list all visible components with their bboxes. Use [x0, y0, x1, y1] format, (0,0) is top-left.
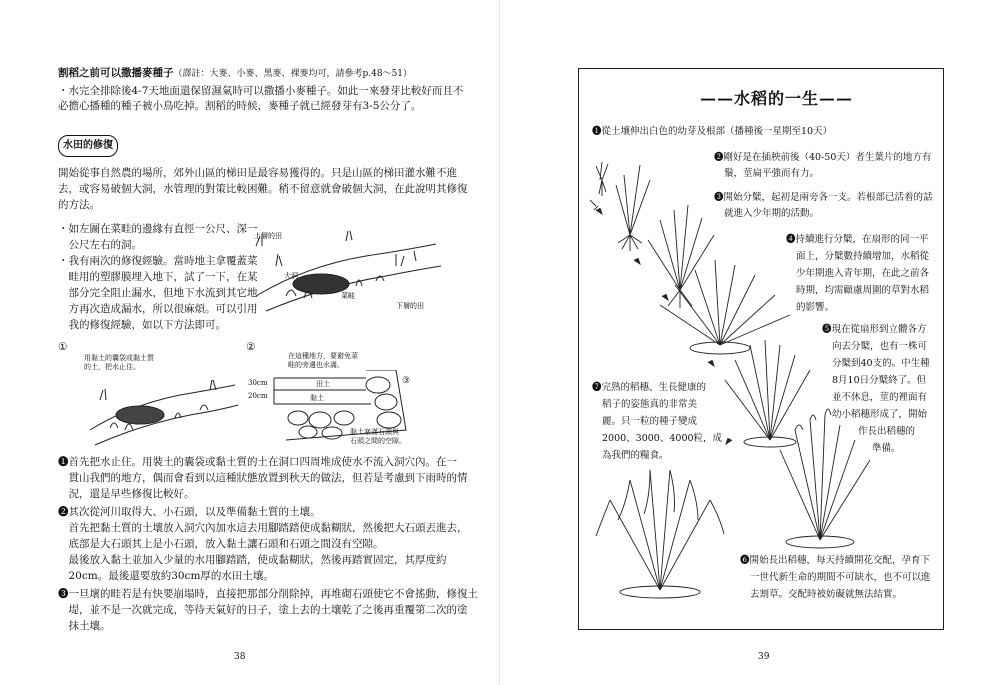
fig-label-hole: 大洞 — [284, 272, 298, 280]
left-heading: 割稻之前可以撒播麥種子 — [58, 67, 174, 79]
stage-6-text: ❻開始長出稻穗，每天持續開花交配，孕育下 — [740, 555, 931, 566]
heading-plant-drawing — [780, 409, 870, 548]
stage-5-text: 向去分櫱，也有一株可 — [832, 341, 928, 352]
section-label: 水田的修復 — [58, 135, 118, 157]
fig-label-ridge: 菜畦 — [341, 292, 355, 300]
step-line: 最後放入黏土並加入少量的水用腳踏踏，使成黏糊狀，然後再踏實固定，其厚度約 — [58, 554, 447, 566]
step-line: 抹土壤。 — [58, 620, 111, 632]
page-number-right: 39 — [758, 652, 770, 662]
stage-7-text: ❼完熟的稻穗、生長健康的 — [592, 382, 707, 393]
ripe-plant-drawing — [596, 470, 724, 598]
stage-7-text: 為我們的糧食。 — [602, 450, 669, 461]
stage-5-text: 作長出稻穗的 — [858, 426, 916, 437]
stage-3-text: ❸開始分櫱，起初是兩旁各一支。若根部已活着的話 — [714, 192, 933, 203]
step-line: 首先把黏土質的土壤放入洞穴內加水這去用腳踏踏使成黏糊狀，然後把大石頭丟進去， — [58, 522, 468, 534]
heading-para-2: 必擔心播種的種子被小鳥吃掉。割稻的時候，麥種子就已經發芽有3-5公分了。 — [58, 100, 422, 112]
fig1-number: ① — [58, 341, 68, 353]
fig2-note-1: 在這種地方，要避免菜 — [288, 352, 358, 360]
stage-4-text: 少年期進入青年期，在此之前各 — [796, 268, 930, 279]
bullet-line: 部分完全阻止漏水，但地下水流到其它地 — [58, 287, 258, 299]
page-number-left: 38 — [234, 652, 246, 662]
fig2-number-3: ③ — [402, 376, 411, 386]
fig2-dim-bottom: 20cm — [248, 392, 268, 400]
stage-7-text: 2000、3000、4000粒，成 — [602, 433, 723, 444]
stage-5-text: 分櫱到40支的。中生種 — [832, 358, 930, 369]
step-line: ❷其次從河川取得大、小石頭，以及準備黏土質的土壤。 — [58, 506, 321, 518]
stage-2-text: 鬚，莖扁平強而有力。 — [724, 168, 820, 179]
bullet-line: ・如左圖在菜畦的邊緣有直徑一公尺、深一 — [58, 223, 258, 235]
bullet-line: 我的修復經驗，如以下方法即可。 — [58, 319, 226, 331]
step-line: 20cm。最後還要放約30cm厚的水田土壤。 — [58, 570, 274, 582]
heading-line — [58, 66, 412, 82]
step-line: 底部是大石頭其上是小石頭，放入黏土讓石頭和石頭之間沒有空隙。 — [58, 538, 384, 550]
mature-tiller-drawing — [725, 340, 810, 447]
stage-5-text: 準備。 — [872, 443, 901, 454]
fig2-note-2: 畦的旁邊也水滿。 — [288, 361, 344, 369]
step-line: 貫山我們的地方，偶而會看到以這種狀態放置到秋天的做法，但若是考慮到下雨時的情 — [58, 472, 468, 484]
fig-label-lower: 下層的田 — [396, 302, 424, 310]
rice-life-title: ——水稻的一生—— — [700, 89, 854, 108]
fig2-note2-1: 黏土塞滿石頭與 — [350, 428, 399, 436]
stage-1-text: ❶從土壤伸出白色的幼芽及根部（播種後一星期至10天） — [592, 126, 833, 137]
stage-7-text: 麗。只一粒的種子變成 — [602, 416, 698, 427]
stage-4-text: 時期，均需顧慮周圍的草對水稻 — [796, 285, 930, 296]
intro-line-3: 的方法。 — [58, 199, 100, 211]
fig-label-upper: 上層的田 — [254, 232, 282, 240]
step-line: 況，還是早些修復比較好。 — [58, 488, 195, 500]
bullet-line: 畦用的塑膠膜埋入地下，試了一下，在某 — [58, 271, 258, 283]
step-line: ❸一旦壞的畦若是有快要崩塌時，直接把那部分削除掉，再堆砌石頭使它不會搖動，修復土 — [58, 588, 478, 600]
stage-3-text: 就進入少年期的活動。 — [724, 208, 820, 219]
bullet-line: 公尺左右的洞。 — [58, 239, 142, 251]
step-line: 堤，並不是一次就完成，等待天氣好的日子，塗上去的土壤乾了之後再重覆第二次的塗 — [58, 604, 468, 616]
ridge-hole-illustration — [246, 226, 446, 326]
intro-line-1: 開始從事自然農的場所，郊外山區的梯田是最容易獲得的。只是山區的梯田灌水難不進 — [58, 167, 457, 179]
bullet-line: ・我有兩次的修復經驗。當時地主拿覆蓋菜 — [58, 255, 258, 267]
stage-5-text: 幼小稻穗形成了，開始 — [832, 409, 928, 420]
stage-6-text: 一世代新生命的期間不可缺水，也不可以進 — [750, 572, 931, 583]
stage-5-text: ❺現在從扇形到立體各方 — [822, 324, 927, 335]
stage-7-text: 稻子的姿態真的非常美 — [602, 399, 698, 410]
heading-note: （譯註：大麥、小麥、黑麥、裸麥均可，請參考p.48～51） — [173, 69, 413, 79]
fig2-dim-top: 30cm — [248, 379, 268, 387]
stage-4-text: 面上，分櫱數持續增加，水稻從 — [796, 251, 930, 262]
stage-2-text: ❷剛好是在插秧前後（40-50天）者生葉片的地方有 — [714, 152, 932, 163]
step-line: ❶首先把水止住。用裝土的囊袋或黏土質的土在洞口四周堆成使水不流入洞穴內。在一 — [58, 456, 457, 468]
stage-6-text: 去割草。交配時被妨礙就無法結實。 — [750, 589, 903, 600]
rice-growth-illustration — [590, 140, 920, 610]
stage-4-text: ❹持續進行分櫱，在扇形的同一平 — [786, 234, 929, 245]
bullet-line: 方再次造成漏水，所以很麻煩。可以引用 — [58, 303, 258, 315]
fig2-layer-top: 田土 — [316, 380, 330, 388]
fig2-layer-bottom: 黏土 — [310, 394, 324, 402]
fig1-caption-2: 的土，把水止住。 — [84, 363, 140, 371]
seedling-drawing — [590, 162, 608, 210]
fig1-illustration — [80, 370, 240, 450]
intro-line-2: 去，或容易破個大洞，水管理的對策比較困難。稍不留意就會破個大洞，在此說明其修復 — [58, 183, 468, 195]
young-plant-drawing — [616, 165, 650, 251]
fan-plant-drawing — [660, 260, 790, 354]
fig1-caption-1: 用黏土的囊袋或黏土質 — [84, 354, 154, 362]
fig2-number: ② — [246, 341, 256, 353]
stage-5-text: 並不休息，莖的裡面有 — [832, 392, 928, 403]
stage-4-text: 的影響。 — [796, 302, 835, 313]
fig2-note2-2: 石頭之間的空隙。 — [350, 437, 406, 445]
heading-para-1: ・水完全排除後4-7天地面還保留濕氣時可以撒播小麥種子。如此一來發芽比較好而且不 — [58, 85, 464, 97]
stage-5-text: 8月10日分櫱終了。但 — [832, 375, 927, 386]
